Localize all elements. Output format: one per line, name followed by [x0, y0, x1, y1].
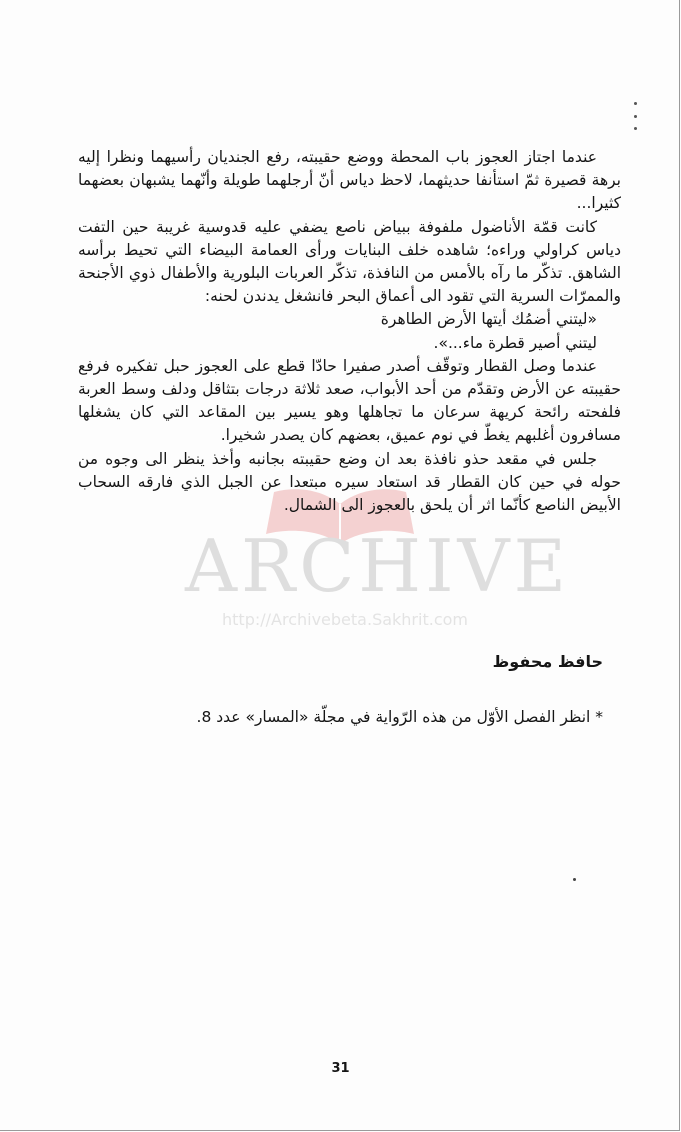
article-body — [78, 146, 621, 517]
paragraph-3: عندما وصل القطار وتوقّف أصدر صفيرا حادّا قطع على العجوز حبل تفكيره فرفع حقيبته عن الأرض وتقدّم من أحد الأبواب، صعد ثلاثة درجات بتثاقل ودلف وسط العربة فلفحته رائحة كريهة سرعان ما تجاهلها وهو يسير بين المقاعد التي كان يشغلها مسافرون أغلبهم يغطّ في نوم عميق، بعضهم كان يصدر شخيرا. — [78, 356, 621, 445]
print-speck — [573, 878, 576, 881]
verse-line-1: «ليتني أضمُك أيتها الأرض الطاهرة — [380, 310, 597, 329]
paragraph-2: كانت قمّة الأناضول ملفوفة ببياض ناصع يضفي عليه قدوسية غريبة حين التفت دياس كراولي وراءه؛ شاهده خلف البنايات ورأى العمامة البيضاء التي تحيط برأسه الشاهق. تذكّر ما رآه بالأمس من النافذة، تذكّر العربات البلورية والأطفال ذوي الأجنحة والممرّات السرية التي تقود الى أعماق البحر فانشغل يدندن لحنه: — [78, 217, 621, 306]
author-name: حافظ محفوظ — [492, 652, 603, 671]
margin-marks — [631, 102, 637, 132]
watermark-url: http://Archivebeta.Sakhrit.com — [222, 610, 468, 629]
footnote: * انظر الفصل الأوّل من هذه الرّواية في مجلّة «المسار» عدد 8. — [196, 708, 603, 726]
paragraph-1: عندما اجتاز العجوز باب المحطة ووضع حقيبته، رفع الجنديان رأسيهما ونظرا إليه برهة قصيرة ثمّ استأنفا حديثهما، لاحظ دياس أنّ أرجلهما طويلة وأنّهما يشبهان بعضهما كثيرا... — [78, 148, 621, 213]
page-number: 31 — [331, 1061, 350, 1076]
verse-line-2: ليتني أصير قطرة ماء...». — [433, 333, 597, 352]
paragraph-4: جلس في مقعد حذو نافذة بعد ان وضع حقيبته بجانبه وأخذ ينظر الى وجوه من حوله في حين كان القطار قد استعاد سيره مبتعدا عن الجبل الذي فارقه السحاب الأبيض الناصع كأنّما اثر أن يلحق بالعجوز الى الشمال. — [78, 449, 621, 515]
watermark-title: ARCHIVE — [185, 524, 571, 608]
